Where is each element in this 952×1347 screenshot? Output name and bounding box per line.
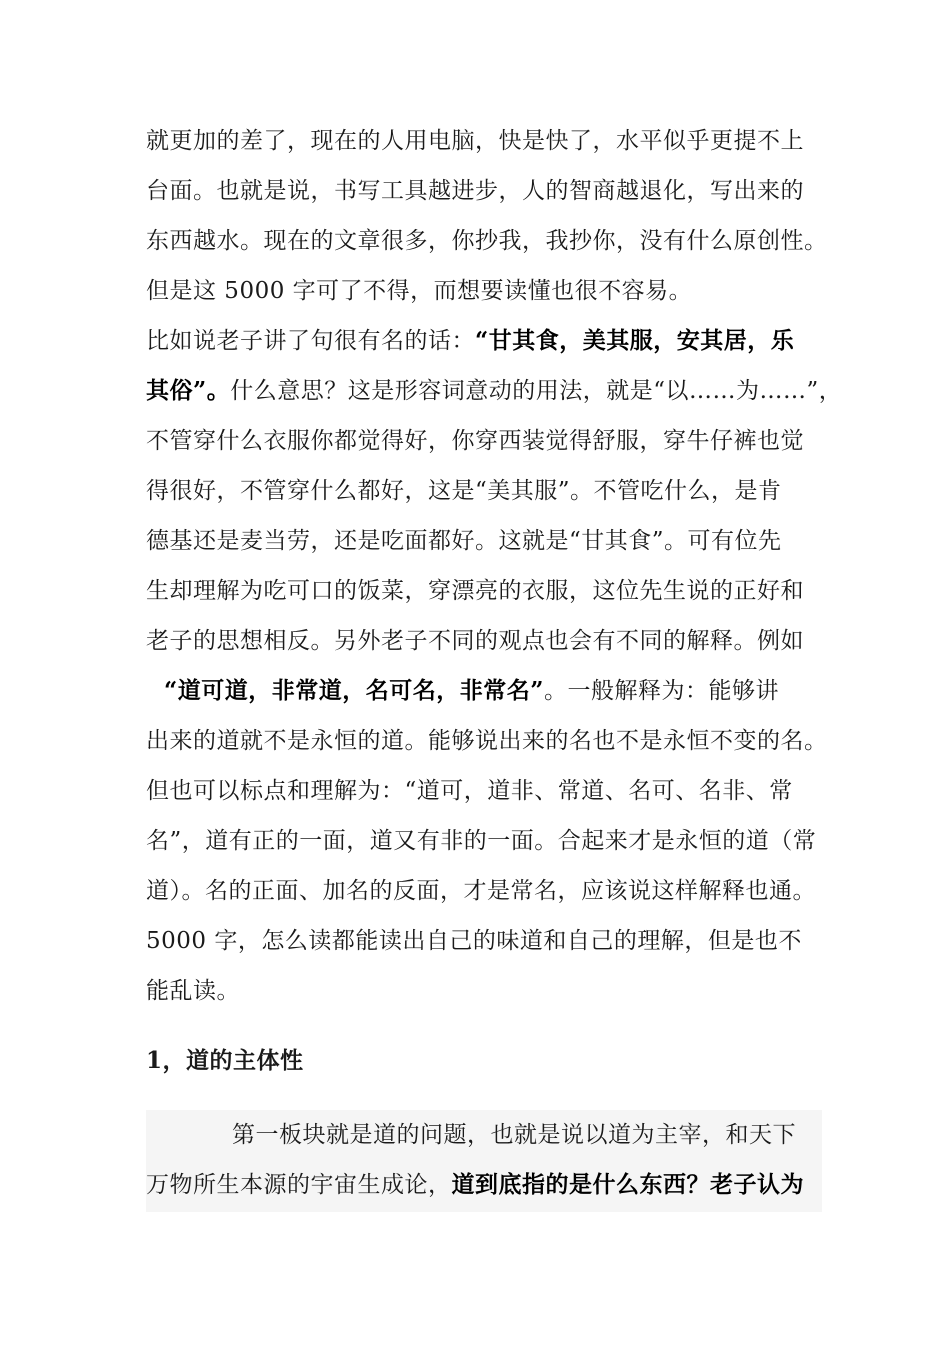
text-normal: 比如说老子讲了句很有名的话： (146, 328, 475, 354)
text-line: 第一板块就是道的问题，也就是说以道为主宰，和天下 (232, 1122, 796, 1148)
text-line: 台面。也就是说，书写工具越进步，人的智商越退化，写出来的 (146, 178, 804, 204)
emphasis-bold: 道到底指的是什么东西？老子认为 (451, 1171, 804, 1198)
text-line: 5000 字，怎么读都能读出自己的味道和自己的理解，但是也不 (146, 928, 802, 954)
text-line: 但也可以标点和理解为：“道可，道非、常道、名可、名非、常 (146, 778, 793, 804)
text-line (146, 366, 843, 416)
text-line (146, 316, 826, 366)
body-text (146, 116, 843, 1016)
text-normal: 万物所生本源的宇宙生成论， (146, 1172, 452, 1198)
text-line: 道）。名的正面、加名的反面，才是常名，应该说这样解释也通。 (146, 878, 816, 904)
text-line: 得很好，不管穿什么都好，这是“美其服”。不管吃什么，是肯 (146, 478, 782, 504)
text-line: 德基还是麦当劳，还是吃面都好。这就是“甘其食”。可有位先 (146, 528, 782, 554)
text-line: 不管穿什么衣服你都觉得好，你穿西装觉得舒服，穿牛仔裤也觉 (146, 428, 804, 454)
shaded-paragraph (146, 1110, 822, 1212)
text-normal: 。一般解释为：能够讲 (543, 678, 779, 704)
text-line: 生却理解为吃可口的饭菜，穿漂亮的衣服，这位先生说的正好和 (146, 578, 804, 604)
text-line: 能乱读。 (146, 978, 240, 1004)
text-line: 东西越水。现在的文章很多，你抄我，我抄你，没有什么原创性。 (146, 228, 828, 254)
text-normal: 什么意思？这是形容词意动的用法，就是“以……为……”， (230, 378, 843, 404)
text-line (146, 1160, 822, 1210)
text-line: 但是这 5000 字可了不得，而想要读懂也很不容易。 (146, 278, 693, 304)
quote-bold: “道可道，非常道，名可名，非常名” (164, 677, 544, 704)
text-line: 出来的道就不是永恒的道。能够说出来的名也不是永恒不变的名。 (146, 728, 828, 754)
quote-bold: 其俗”。 (146, 377, 231, 404)
text-line (146, 666, 826, 716)
text-line: 名”，道有正的一面，道又有非的一面。合起来才是永恒的道（常 (146, 828, 817, 854)
text-line: 老子的思想相反。另外老子不同的观点也会有不同的解释。例如 (146, 628, 804, 654)
text-line: 就更加的差了，现在的人用电脑，快是快了，水平似乎更提不上 (146, 128, 804, 154)
quote-bold: “甘其食，美其服，安其居，乐 (475, 327, 795, 354)
section-heading: 1，道的主体性 (146, 1047, 304, 1074)
